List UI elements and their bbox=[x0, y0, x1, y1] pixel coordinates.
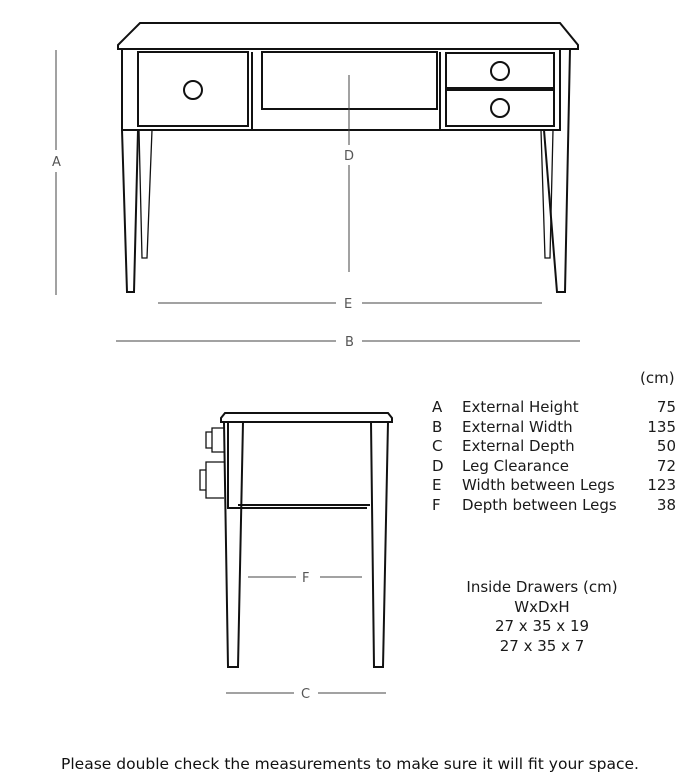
row-value: 38 bbox=[656, 495, 676, 514]
drawers-format: WxDxH bbox=[514, 597, 570, 616]
row-name: External Width bbox=[462, 417, 573, 436]
footer-note: Please double check the measurements to make sure it will fit your space. bbox=[61, 755, 639, 773]
row-value: 135 bbox=[647, 417, 676, 436]
table-row bbox=[432, 457, 680, 477]
row-name: Leg Clearance bbox=[462, 456, 570, 475]
table-row bbox=[432, 437, 680, 457]
dimension-label-c: C bbox=[301, 687, 311, 702]
row-letter: F bbox=[432, 495, 441, 514]
row-value: 50 bbox=[656, 437, 676, 455]
row-value: 72 bbox=[656, 456, 676, 475]
row-letter: E bbox=[432, 476, 442, 494]
dimension-label-d: D bbox=[344, 149, 355, 164]
dimensions-table bbox=[432, 398, 680, 515]
drawer-size: 27 x 35 x 19 bbox=[494, 617, 590, 635]
row-value: 75 bbox=[656, 398, 676, 416]
drawer-size: 27 x 35 x 7 bbox=[499, 636, 585, 655]
row-value: 123 bbox=[647, 476, 676, 494]
row-name: Width between Legs bbox=[462, 476, 615, 494]
drawers-title: Inside Drawers (cm) bbox=[466, 578, 618, 596]
table-row bbox=[432, 398, 680, 418]
row-letter: D bbox=[432, 456, 444, 475]
dimension-label-e: E bbox=[344, 297, 353, 312]
inside-drawers-info bbox=[452, 578, 632, 656]
row-name: External Height bbox=[462, 398, 579, 416]
row-letter: B bbox=[432, 417, 443, 436]
unit-label: (cm) bbox=[640, 369, 675, 387]
dimension-label-b: B bbox=[345, 335, 354, 350]
row-letter: C bbox=[432, 437, 443, 455]
table-row bbox=[432, 476, 680, 496]
dimension-label-a: A bbox=[52, 155, 61, 170]
table-row bbox=[432, 496, 680, 516]
row-name: External Depth bbox=[462, 437, 575, 455]
dimension-label-f: F bbox=[302, 571, 310, 586]
desk-side-view bbox=[200, 413, 392, 667]
row-name: Depth between Legs bbox=[462, 495, 617, 514]
table-row bbox=[432, 418, 680, 438]
row-letter: A bbox=[432, 398, 443, 416]
